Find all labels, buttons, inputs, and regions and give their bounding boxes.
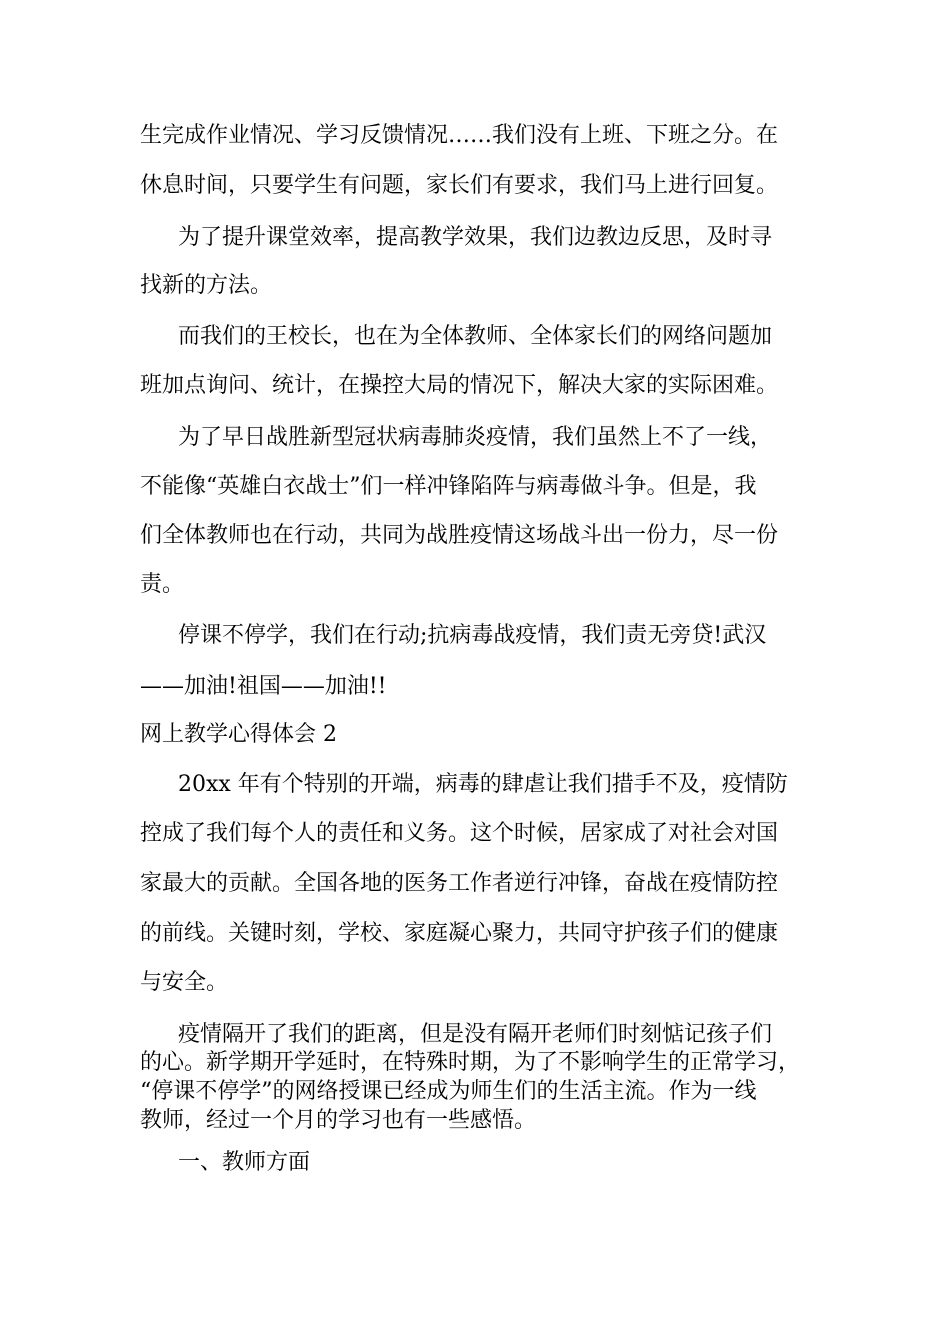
text-line: 教师，经过一个月的学习也有一些感悟。 [140, 1108, 537, 1133]
text-line: 责。 [140, 572, 185, 597]
text-line: 控成了我们每个人的责任和义务。这个时候，居家成了对社会对国 [140, 821, 779, 846]
text-line: 而我们的王校长，也在为全体教师、全体家长们的网络问题加 [178, 324, 773, 349]
text-line: 的前线。关键时刻，学校、家庭凝心聚力，共同守护孩子们的健康 [140, 921, 779, 946]
text-line: 家最大的贡献。全国各地的医务工作者逆行冲锋，奋战在疫情防控 [140, 871, 779, 896]
text-line: “停课不停学”的网络授课已经成为师生们的生活主流。作为一线 [140, 1079, 757, 1104]
text-line: 20xx 年有个特别的开端，病毒的肆虐让我们措手不及，疫情防 [178, 772, 788, 797]
text-line: 一、教师方面 [178, 1150, 311, 1175]
section-heading: 网上教学心得体会 2 [140, 722, 337, 747]
text-line: 为了提升课堂效率，提高教学效果，我们边教边反思，及时寻 [178, 225, 773, 250]
text-line: 为了早日战胜新型冠状病毒肺炎疫情，我们虽然上不了一线， [178, 425, 773, 450]
text-line: 疫情隔开了我们的距离，但是没有隔开老师们时刻惦记孩子们 [178, 1022, 773, 1047]
text-line: 与安全。 [140, 970, 229, 995]
text-line: 找新的方法。 [140, 273, 273, 298]
text-line: 休息时间，只要学生有问题，家长们有要求，我们马上进行回复。 [140, 173, 779, 198]
text-line: ——加油!祖国——加油!! [140, 674, 387, 699]
text-line: 停课不停学，我们在行动;抗病毒战疫情，我们责无旁贷!武汉 [178, 623, 767, 648]
text-line: 不能像“英雄白衣战士”们一样冲锋陷阵与病毒做斗争。但是，我 [140, 474, 757, 499]
text-line: 生完成作业情况、学习反馈情况……我们没有上班、下班之分。在 [140, 123, 779, 148]
text-line: 们全体教师也在行动，共同为战胜疫情这场战斗出一份力，尽一份 [140, 523, 779, 548]
text-line: 班加点询问、统计，在操控大局的情况下，解决大家的实际困难。 [140, 373, 779, 398]
text-line: 的心。新学期开学延时，在特殊时期，为了不影响学生的正常学习， [140, 1050, 801, 1075]
